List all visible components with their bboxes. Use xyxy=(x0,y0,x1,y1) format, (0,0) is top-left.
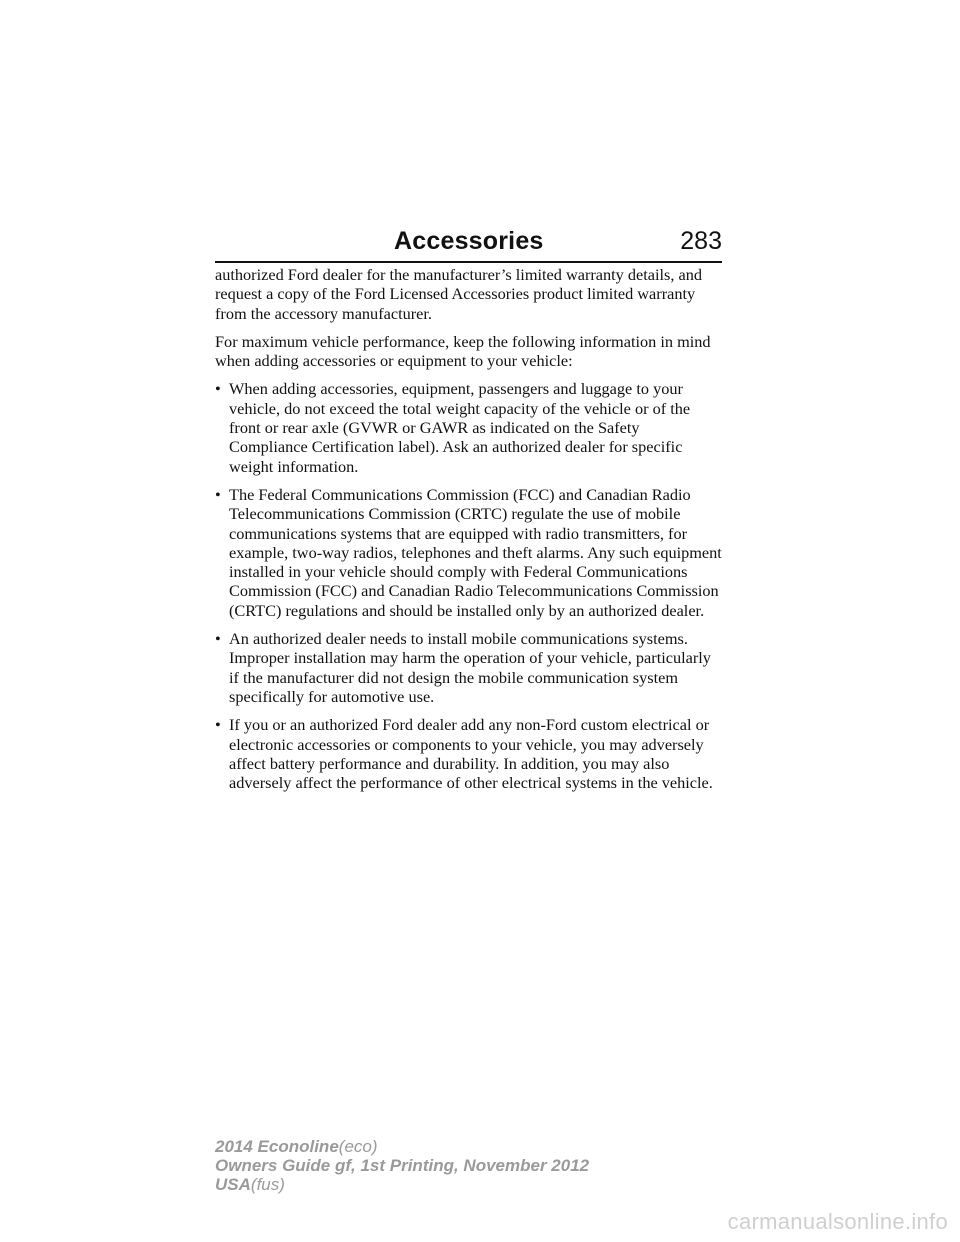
page-footer xyxy=(215,1137,589,1194)
watermark: carmanualsonline.info xyxy=(727,1209,948,1234)
paragraph: authorized Ford dealer for the manufacturer’s limited warranty details, and request a copy of the Ford Licensed Accessories product limited warranty from the accessory manufacturer. xyxy=(215,265,703,323)
page-number: 283 xyxy=(680,227,722,255)
bullet-icon: • xyxy=(215,715,221,735)
list-item xyxy=(215,379,722,475)
section-title: Accessories xyxy=(394,227,544,255)
list-item xyxy=(215,485,722,620)
list-item xyxy=(215,629,722,706)
list-item-text: If you or an authorized Ford dealer add any non-Ford custom electrical or electronic accessories or components to your vehicle, you may adversely affect battery performance and durability. In addition, you may also adversely affect the performance of other electrical systems in the vehicle. xyxy=(229,715,713,793)
footer-printing: Owners Guide gf, 1st Printing, November 2012 xyxy=(215,1156,590,1175)
footer-market-code: (fus) xyxy=(250,1175,285,1194)
footer-line-market xyxy=(215,1175,589,1194)
page-header xyxy=(215,226,722,262)
list-item-text: When adding accessories, equipment, passengers and luggage to your vehicle, do not exceed the total weight capacity of the vehicle or of the front or rear axle (GVWR or GAWR as indicated on the Safety Compliance Certification label). Ask an authorized dealer for specific weight information. xyxy=(229,379,691,476)
paragraph: For maximum vehicle performance, keep the following information in mind when adding accessories or equipment to your vehicle: xyxy=(215,331,711,371)
bullet-icon: • xyxy=(215,629,221,649)
page-content xyxy=(215,265,722,801)
list-item-text: The Federal Communications Commission (FCC) and Canadian Radio Telecommunications Commission (CRTC) regulate the use of mobile communications systems that are equipped with radio transmitters, for example, two-way radios, telephones and theft alarms. Any such equipment installed in your vehicle should comply with Federal Communications Commission (FCC) and Canadian Radio Telecommunications Commission (CRTC) regulations and should be installed only by an authorized dealer. xyxy=(229,484,722,620)
bullet-icon: • xyxy=(215,484,221,504)
footer-model: 2014 Econoline xyxy=(215,1137,339,1156)
footer-model-code: (eco) xyxy=(338,1137,378,1156)
list-item-text: An authorized dealer needs to install mobile communications systems. Improper installation may harm the operation of your vehicle, particularly if the manufacturer did not design the mobile communication system specifically for automotive use. xyxy=(229,629,711,706)
header-rule xyxy=(215,261,722,263)
footer-line-model xyxy=(215,1137,589,1156)
list-item xyxy=(215,715,722,792)
footer-market: USA xyxy=(215,1175,251,1194)
bullet-list xyxy=(215,379,722,792)
bullet-icon: • xyxy=(215,379,221,399)
